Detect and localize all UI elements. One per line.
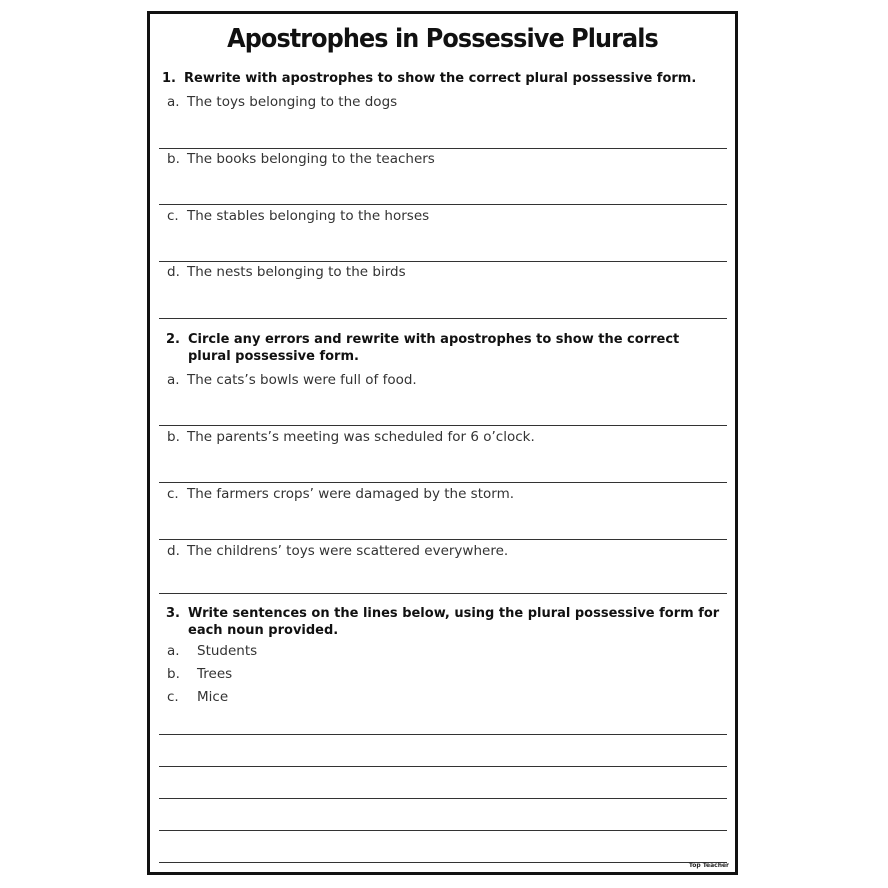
item-text: The cats’s bowls were full of food. <box>187 372 417 388</box>
question-2-number: 2. <box>166 332 180 347</box>
question-3-prompt: Write sentences on the lines below, using the plural possessive form for each noun provided. <box>188 606 720 638</box>
item-text: The childrens’ toys were scattered everywhere. <box>187 543 509 559</box>
item-text: The farmers crops’ were damaged by the storm. <box>187 486 515 502</box>
item-text: Mice <box>197 689 229 705</box>
q1-item-b <box>167 151 435 167</box>
question-1-prompt: Rewrite with apostrophes to show the correct plural possessive form. <box>184 71 697 86</box>
q2-item-d <box>167 543 508 559</box>
item-letter: b. <box>167 429 180 445</box>
item-letter: d. <box>167 543 180 559</box>
item-letter: a. <box>167 94 180 110</box>
item-letter: c. <box>167 486 179 502</box>
writing-line[interactable] <box>159 830 727 831</box>
q1-item-d <box>167 264 406 280</box>
worksheet-title: Apostrophes in Possessive Plurals <box>227 24 658 54</box>
item-text: The stables belonging to the horses <box>187 208 430 224</box>
answer-line[interactable] <box>159 425 727 426</box>
question-1 <box>162 70 721 87</box>
item-letter: c. <box>167 689 179 705</box>
writing-line[interactable] <box>159 798 727 799</box>
item-letter: b. <box>167 151 180 167</box>
answer-line[interactable] <box>159 261 727 262</box>
item-text: Trees <box>197 666 233 682</box>
q3-item-b <box>167 666 232 682</box>
item-letter: a. <box>167 643 180 659</box>
question-3 <box>166 605 721 639</box>
answer-line[interactable] <box>159 482 727 483</box>
answer-line[interactable] <box>159 148 727 149</box>
item-text: The nests belonging to the birds <box>187 264 406 280</box>
brand-logo: Top Teacher <box>688 862 729 869</box>
question-3-number: 3. <box>166 606 180 621</box>
item-letter: c. <box>167 208 179 224</box>
answer-line[interactable] <box>159 539 727 540</box>
writing-line[interactable] <box>159 766 727 767</box>
item-letter: a. <box>167 372 180 388</box>
q1-item-c <box>167 208 429 224</box>
worksheet <box>147 11 738 875</box>
writing-line[interactable] <box>159 734 727 735</box>
answer-line[interactable] <box>159 593 727 594</box>
q1-item-a <box>167 94 397 110</box>
item-text: The books belonging to the teachers <box>187 151 435 167</box>
item-letter: b. <box>167 666 180 682</box>
q2-item-b <box>167 429 535 445</box>
answer-line[interactable] <box>159 318 727 319</box>
question-2 <box>166 331 721 365</box>
question-2-prompt: Circle any errors and rewrite with apostrophes to show the correct plural possessive form. <box>188 332 680 364</box>
answer-line[interactable] <box>159 204 727 205</box>
q3-item-c <box>167 689 228 705</box>
item-text: The parents’s meeting was scheduled for 6 o’clock. <box>187 429 535 445</box>
item-letter: d. <box>167 264 180 280</box>
question-1-number: 1. <box>162 71 176 86</box>
q2-item-a <box>167 372 417 388</box>
writing-line[interactable] <box>159 862 727 863</box>
item-text: Students <box>197 643 258 659</box>
item-text: The toys belonging to the dogs <box>187 94 398 110</box>
q2-item-c <box>167 486 514 502</box>
q3-item-a <box>167 643 257 659</box>
